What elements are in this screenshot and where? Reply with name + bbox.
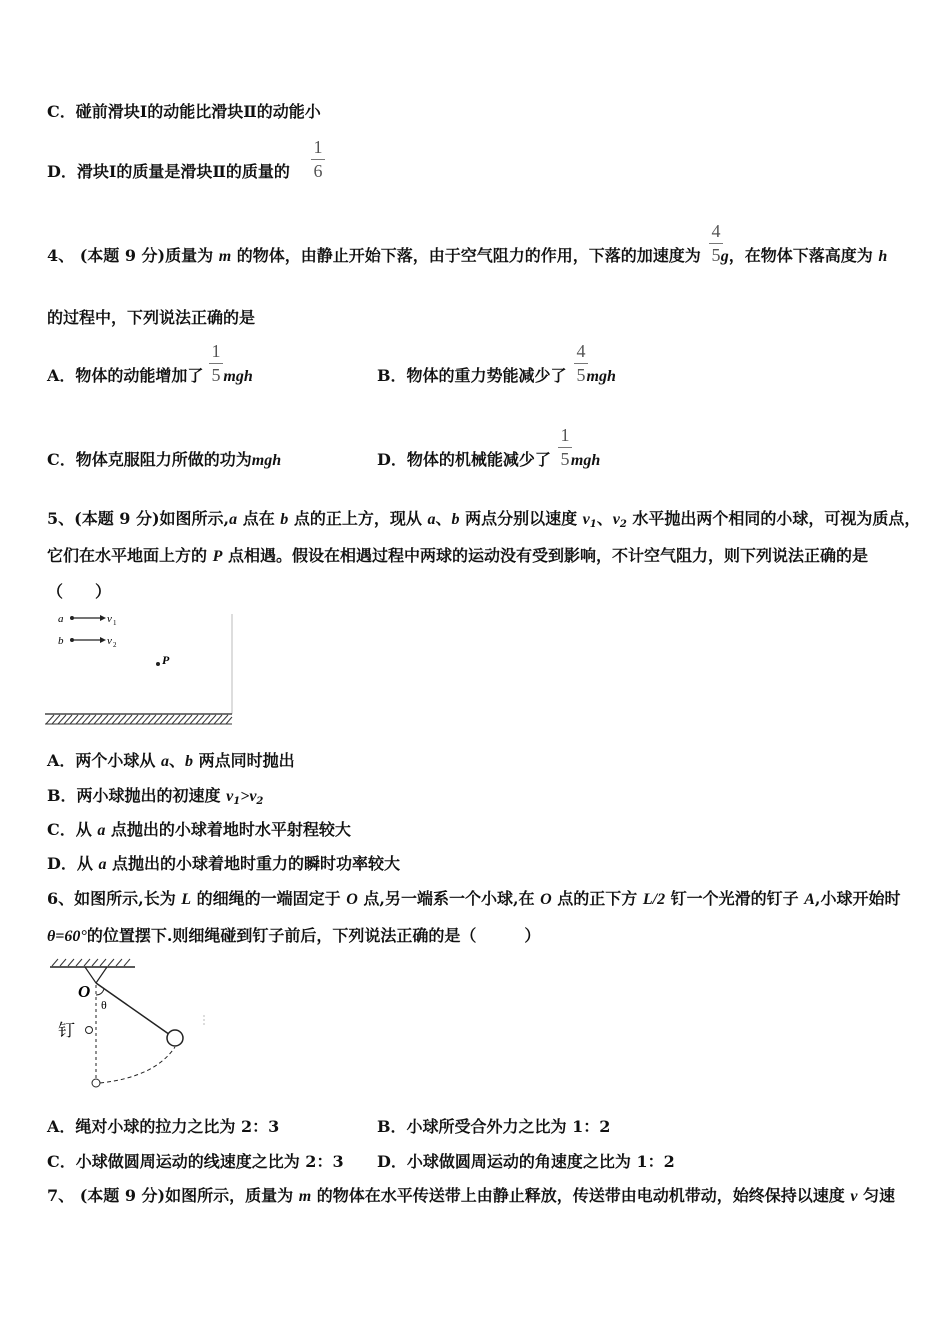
- fraction-bar: [709, 243, 723, 244]
- lowest-position-icon: [92, 1079, 100, 1087]
- ceiling-hatching-icon: [52, 959, 130, 966]
- arrowhead-icon: [100, 637, 106, 643]
- point-p-icon: [156, 662, 160, 666]
- q6-stem-line1: 6、如图所示,长为 L 的细绳的一端固定于 O 点,另一端系一个小球,在 O 点的正下方 L/2 钉一个光滑的钉子 A,小球开始时: [47, 889, 901, 908]
- q5-stem-line1: 5、(本题 9 分)如图所示,a 点在 b 点的正上方，现从 a、b 两点分别以速度 $v_1$、$v_2$ 水平抛出两个相同的小球，可视为质点，: [47, 509, 921, 530]
- q5-option-c: C．从 a 点抛出的小球着地时水平射程较大: [47, 820, 351, 839]
- fraction-denominator: 5: [576, 365, 586, 385]
- q5-option-a: A．两个小球从 a、b 两点同时抛出: [47, 751, 295, 770]
- nail-icon: [86, 1027, 93, 1034]
- q6-option-c: C．小球做圆周运动的线速度之比为 2：3: [47, 1152, 344, 1171]
- label-v2: v: [107, 635, 112, 647]
- fraction-numerator: 4: [576, 341, 586, 361]
- q5-option-b: B．两小球抛出的初速度 $v_1>v_2$: [47, 786, 264, 807]
- fraction-denominator: 5: [560, 449, 570, 469]
- fraction-numerator: 4: [711, 221, 721, 241]
- q3-option-c: C．碰前滑块Ⅰ的动能比滑块Ⅱ的动能小: [47, 102, 321, 121]
- rope-line: [96, 983, 173, 1037]
- q5-answer-paren: （ ）: [47, 582, 112, 601]
- q3-option-d: D．滑块Ⅰ的质量是滑块Ⅱ的质量的: [47, 162, 290, 181]
- swing-arc: [100, 1047, 175, 1083]
- fraction-denominator: 6: [313, 161, 323, 181]
- ball-icon: [167, 1030, 183, 1046]
- q5-stem-line2: 它们在水平地面上方的 P 点相遇。假设在相遇过程中两球的运动没有受到影响，不计空气阻力，则下列说法正确的是: [47, 546, 868, 565]
- point-a-icon: [70, 616, 74, 620]
- fraction-bar: [558, 447, 572, 448]
- fraction-denominator: 5: [211, 365, 221, 385]
- theta-angle-arc: [96, 989, 104, 995]
- label-v2-subscript: 2: [113, 641, 117, 649]
- q6-stem-line2: θ=60°的位置摆下.则细绳碰到钉子前后，下列说法正确的是（ ）: [47, 926, 541, 945]
- fraction-bar: [311, 159, 325, 160]
- label-b: b: [58, 635, 64, 647]
- point-b-icon: [70, 638, 74, 642]
- pivot-support-left: [85, 967, 96, 983]
- ground-hatching-icon: [46, 715, 232, 724]
- q6-option-b: B．小球所受合外力之比为 1：2: [377, 1117, 611, 1136]
- label-v1-subscript: 1: [113, 619, 117, 627]
- q6-option-d: D．小球做圆周运动的角速度之比为 1：2: [377, 1152, 675, 1171]
- q4-option-b: B．物体的重力势能减少了 mgh: [377, 366, 616, 385]
- fraction-numerator: 1: [211, 341, 221, 361]
- fraction-bar: [574, 363, 588, 364]
- q3-option-d-fraction: [311, 137, 325, 181]
- q4-stem-line1: 4、 (本题 9 分)质量为 m 的物体，由静止开始下落，由于空气阻力的作用，下落的加速度为 g，在物体下落高度为 h: [47, 246, 888, 265]
- label-nail: 钉: [58, 1021, 75, 1041]
- q5-figure: [40, 606, 240, 731]
- fraction-numerator: 1: [560, 425, 570, 445]
- q4-option-c: C．物体克服阻力所做的功为mgh: [47, 450, 282, 469]
- q4-option-d: D．物体的机械能减少了 mgh: [377, 450, 601, 469]
- q6-figure: [40, 955, 220, 1095]
- fraction-denominator: 5: [711, 245, 721, 265]
- label-a: a: [58, 613, 64, 625]
- label-theta: θ: [101, 998, 107, 1012]
- pivot-support-right: [96, 967, 107, 983]
- q4-option-a-fraction: [209, 341, 223, 385]
- q7-stem-line1: 7、 (本题 9 分)如图所示，质量为 m 的物体在水平传送带上由静止释放，传送带由电动机带动，始终保持以速度 v 匀速: [47, 1186, 896, 1205]
- q6-option-a: A．绳对小球的拉力之比为 2：3: [47, 1117, 280, 1136]
- q4-option-b-fraction: [574, 341, 588, 385]
- arrowhead-icon: [100, 615, 106, 621]
- fraction-numerator: 1: [313, 137, 323, 157]
- q4-stem-line2: 的过程中，下列说法正确的是: [47, 308, 256, 327]
- q5-option-d: D．从 a 点抛出的小球着地时重力的瞬时功率较大: [47, 854, 401, 873]
- q4-option-d-fraction: [558, 425, 572, 469]
- fraction-bar: [209, 363, 223, 364]
- label-p: P: [162, 653, 170, 667]
- q4-acceleration-fraction: [709, 221, 723, 265]
- q4-option-a: A．物体的动能增加了 mgh: [47, 366, 253, 385]
- label-o: O: [78, 982, 91, 1001]
- label-v1: v: [107, 613, 112, 625]
